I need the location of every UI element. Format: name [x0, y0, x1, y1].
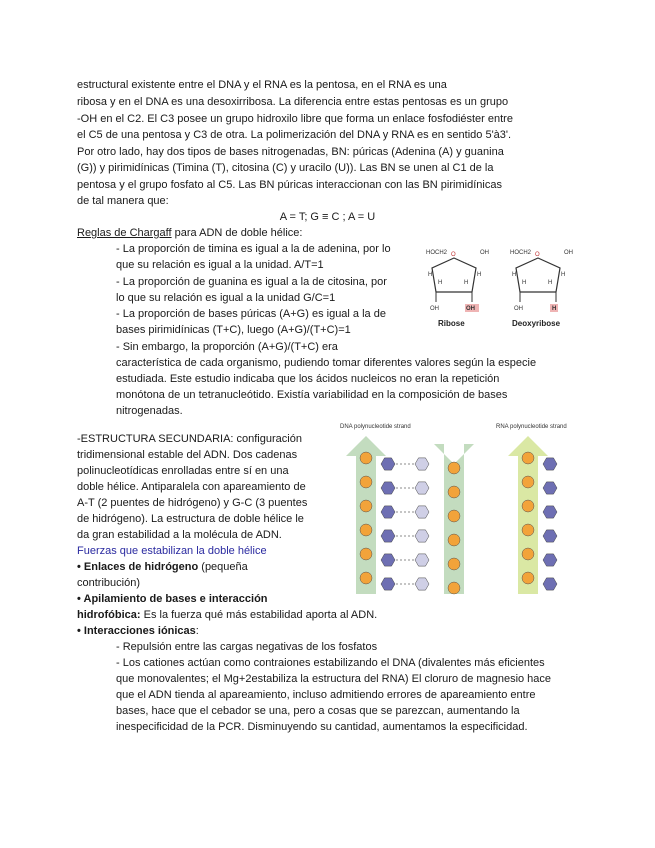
base-left — [381, 554, 395, 566]
svg-text:H: H — [464, 280, 469, 286]
base-left — [381, 458, 395, 470]
ionic-line: - Repulsión entre las cargas negativas de los fosfatos — [116, 641, 378, 653]
ionic-line: inespecificidad de la PCR. Disminuyendo su cantidad, aumentamos la especificidad. — [116, 721, 528, 733]
forces-heading: Fuerzas que estabilizan la doble hélice — [77, 545, 267, 557]
rna-phosphate — [522, 548, 534, 560]
phosphate-right — [448, 558, 460, 570]
svg-text:H: H — [548, 280, 553, 286]
base-right — [415, 506, 429, 518]
chargaff-line: que su relación es igual a la unidad. A/T=1 — [116, 259, 324, 271]
dna-rna-strand-figure — [336, 418, 580, 602]
ribose-structure — [426, 250, 489, 328]
base-left — [381, 578, 395, 590]
base-left — [381, 482, 395, 494]
chargaff-line: bases pirimidínicas (T+C), luego (A+G)/(T+C)=1 — [116, 324, 351, 336]
rna-base — [543, 554, 557, 566]
base-right — [415, 578, 429, 590]
rna-strand-label: RNA polynucleotide strand — [496, 424, 567, 430]
chargaff-heading — [77, 226, 302, 240]
ionic-item — [77, 624, 199, 638]
base-left — [381, 506, 395, 518]
rna-base — [543, 458, 557, 470]
phosphate-left — [360, 548, 372, 560]
chargaff-title: Reglas de Chargaff — [77, 227, 172, 239]
svg-text:O: O — [451, 252, 456, 258]
ionic-line: - Los cationes actúan como contraiones estabilizando el DNA (divalentes más eficientes — [116, 657, 545, 669]
ionic-line: que el ADN tienda al apareamiento, incluso admitiendo errores de apareamiento entre — [116, 689, 536, 701]
hbond-cont: contribución) — [77, 577, 140, 589]
svg-text:H: H — [512, 272, 517, 278]
hoch2-label: HOCH2 — [426, 250, 448, 256]
ionic-title: • Interacciones iónicas — [77, 625, 196, 637]
chargaff-line: nitrogenadas. — [116, 405, 183, 417]
rna-phosphate — [522, 572, 534, 584]
chargaff-line: - La proporción de bases púricas (A+G) es igual a la de — [116, 308, 386, 320]
secondary-line: A-T (2 puentes de hidrógeno) y G-C (3 puentes — [77, 497, 308, 509]
ionic-line: bases, hace que el cebador se una, pero a cosas que se parezcan, aumentando la — [116, 705, 520, 717]
hbond-rest: (pequeña — [198, 561, 248, 573]
ionic-line: que monovalentes; el Mg+2estabiliza la estructura del RNA) El cloruro de magnesio hace — [116, 673, 552, 685]
svg-text:OH: OH — [514, 306, 523, 312]
ribose-label: Ribose — [438, 319, 465, 328]
body-text-line: -OH en el C2. El C3 posee un grupo hidroxilo libre que forma un enlace fosfodiéster entre — [77, 113, 513, 125]
chargaff-line: característica de cada organismo, pudiendo tomar diferentes valores según la especie — [116, 357, 537, 369]
stacking-item — [77, 608, 377, 622]
body-text-line: estructural existente entre el DNA y el RNA es la pentosa, en el RNA es una — [77, 79, 447, 91]
secondary-line: polinucleotídicas enrolladas entre sí en una — [77, 465, 289, 477]
stacking-title: • Apilamiento de bases e interacción — [77, 593, 268, 605]
svg-text:HOCH2: HOCH2 — [510, 250, 532, 256]
secondary-line: da gran estabilidad a la molécula de ADN. — [77, 529, 282, 541]
body-text-line: de tal manera que: — [77, 195, 169, 207]
svg-text:OH: OH — [564, 250, 573, 256]
hbond-item — [77, 560, 248, 574]
base-right — [415, 530, 429, 542]
phosphate-right — [448, 582, 460, 594]
dna-strand-label: DNA polynucleotide strand — [340, 424, 411, 430]
svg-text:H: H — [552, 306, 557, 312]
secondary-line: doble hélice. Antiparalela con apareamiento de — [77, 481, 306, 493]
phosphate-left — [360, 476, 372, 488]
chargaff-line: lo que su relación es igual a la unidad G/C=1 — [116, 292, 336, 304]
chargaff-line: - La proporción de timina es igual a la de adenina, por lo — [116, 243, 391, 255]
secondary-line: tridimensional estable del ADN. Dos cadenas — [77, 449, 298, 461]
svg-text:O: O — [535, 252, 540, 258]
chargaff-line: estudiada. Este estudio indicaba que los ácidos nucleicos no eran la repetición — [116, 373, 500, 385]
base-pairing-formula: A = T; G ≡ C ; A = U — [279, 211, 376, 223]
rna-phosphate — [522, 476, 534, 488]
chargaff-line: - La proporción de guanina es igual a la de citosina, por — [116, 276, 387, 288]
rna-phosphate — [522, 500, 534, 512]
phosphate-right — [448, 462, 460, 474]
base-left — [381, 530, 395, 542]
base-right — [415, 482, 429, 494]
phosphate-right — [448, 510, 460, 522]
body-text-line: pentosa y el grupo fosfato al C5. Las BN púricas interaccionan con las BN pirimidínicas — [77, 179, 502, 191]
oh-label: OH — [480, 250, 489, 256]
body-text-line: ribosa y en el DNA es una desoxirribosa. La diferencia entre estas pentosas es un grupo — [77, 96, 509, 108]
svg-text:H: H — [561, 272, 566, 278]
svg-text:OH: OH — [466, 306, 475, 312]
phosphate-left — [360, 500, 372, 512]
svg-text:H: H — [522, 280, 527, 286]
ionic-colon: : — [195, 625, 199, 637]
body-text-line: el C5 de una pentosa y C3 de otra. La polimerización del DNA y RNA es en sentido 5'à3'. — [77, 129, 512, 141]
phosphate-right — [448, 486, 460, 498]
svg-text:OH: OH — [430, 306, 439, 312]
base-right — [415, 554, 429, 566]
chargaff-title-rest: para ADN de doble hélice: — [171, 227, 303, 239]
phosphate-left — [360, 524, 372, 536]
chargaff-line: - Sin embargo, la proporción (A+G)/(T+C) era — [116, 341, 338, 353]
rna-base — [543, 506, 557, 518]
svg-text:H: H — [477, 272, 482, 278]
rna-phosphate — [522, 452, 534, 464]
secondary-line: de hidrógeno). La estructura de doble hélice le — [77, 513, 304, 525]
svg-text:H: H — [438, 280, 443, 286]
stacking-rest: Es la fuerza qué más estabilidad aporta al ADN. — [140, 609, 378, 621]
svg-text:H: H — [428, 272, 433, 278]
phosphate-left — [360, 572, 372, 584]
deoxyribose-structure — [510, 250, 573, 328]
rna-base — [543, 578, 557, 590]
chargaff-line: monótona de un tetranucleótido. Existía variabilidad en la composición de bases — [116, 389, 508, 401]
deoxyribose-label: Deoxyribose — [512, 319, 561, 328]
hbond-title: • Enlaces de hidrógeno — [77, 561, 199, 573]
phosphate-right — [448, 534, 460, 546]
phosphate-left — [360, 452, 372, 464]
pentose-structures-figure — [418, 244, 582, 330]
body-text-line: (G)) y pirimidínicas (Timina (T), citosina (C) y uracilo (U)). Las BN se unen al C1 de la — [77, 162, 494, 174]
stacking-title-2: hidrofóbica: — [77, 609, 141, 621]
rna-phosphate — [522, 524, 534, 536]
secondary-line: -ESTRUCTURA SECUNDARIA: configuración — [77, 433, 302, 445]
rna-base — [543, 482, 557, 494]
rna-base — [543, 530, 557, 542]
base-right — [415, 458, 429, 470]
body-text-line: Por otro lado, hay dos tipos de bases nitrogenadas, BN: púricas (Adenina (A) y guanina — [77, 146, 504, 158]
